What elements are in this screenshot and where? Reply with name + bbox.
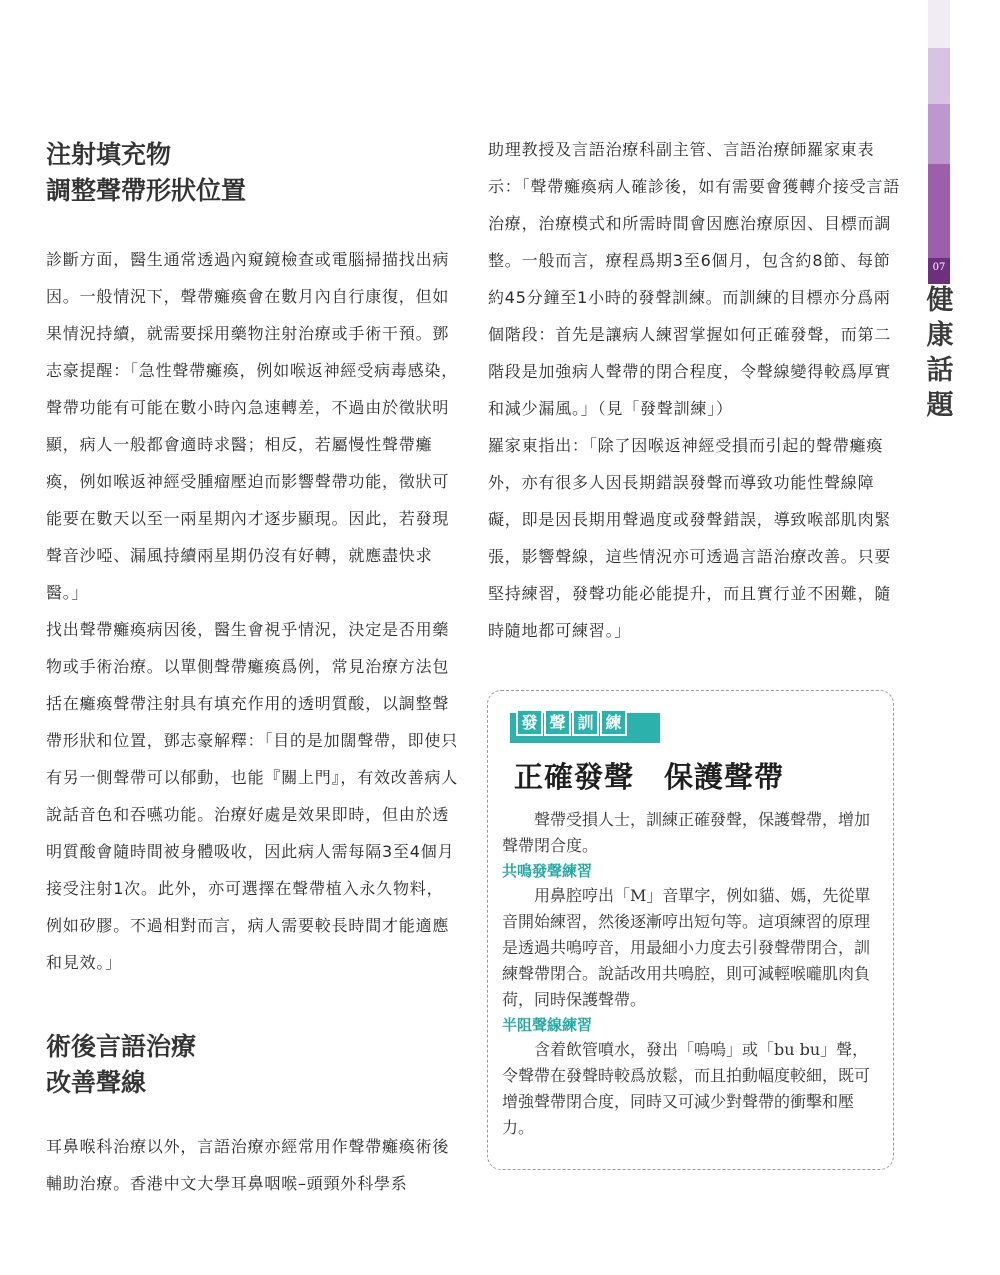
section-label [926, 283, 954, 423]
section-label-char: 題 [926, 390, 954, 421]
left-column [46, 137, 458, 1202]
heading-line: 注射填充物 [46, 140, 172, 169]
box-title: 正確發聲 保護聲帶 [514, 760, 785, 794]
heading-line: 改善聲線 [46, 1068, 147, 1097]
semi-occluded-text: 含着飲管噴水，發出「嗚嗚」或「bu bu」聲，令聲帶在發聲時較爲放鬆，而且拍動幅度較細，既可增強聲帶閉合度，同時又可減少對聲帶的衝擊和壓力。 [502, 1040, 871, 1137]
section-label-char: 康 [926, 320, 954, 351]
paragraph-functional-voice: 羅家東指出：「除了因喉返神經受損而引起的聲帶癱瘓外，亦有很多人因長期錯誤發聲而導致功能性聲線障礙，即是因長期用聲過度或發聲錯誤，導致喉部肌肉緊張，影響聲線，這些情況亦可透過言語治療改善。只要堅持練習，發聲功能必能提升，而且實行並不困難，隨時隨地都可練習。」 [488, 436, 892, 640]
tag-char: 發 [516, 709, 543, 736]
subheading-semi-occluded: 半阻聲線練習 [502, 1016, 593, 1034]
tag-char: 聲 [544, 709, 571, 736]
box-intro: 聲帶受損人士，訓練正確發聲，保護聲帶，增加聲帶閉合度。 [502, 810, 871, 855]
right-column [488, 137, 900, 649]
section-label-char: 話 [926, 355, 954, 386]
voice-training-box [487, 690, 894, 1170]
tag-char: 練 [600, 709, 627, 736]
section-heading-speech-therapy [46, 1029, 458, 1101]
box-body [502, 807, 878, 1141]
section-label-char [926, 283, 954, 423]
heading-line: 調整聲帶形狀位置 [46, 176, 247, 205]
tab-strip-2 [928, 48, 950, 104]
tag-char: 訓 [572, 709, 599, 736]
paragraph-therapist-quote: 助理教授及言語治療科副主管、言語治療師羅家東表示：「聲帶癱瘓病人確診後，如有需要會獲轉介接受言語治療，治療模式和所需時間會因應治療原因、目標而調整。一般而言，療程爲期3至6個月，包含約8節、每節約45分鐘至1小時的發聲訓練。而訓練的目標亦分爲兩個階段：首先是讓病人練習掌握如何正確發聲，而第二階段是加強病人聲帶的閉合程度，令聲線變得較爲厚實和減少漏風。」（見「發聲訓練」） [488, 140, 901, 418]
paragraph-speech-intro: 耳鼻喉科治療以外，言語治療亦經常用作聲帶癱瘓術後輔助治療。香港中文大學耳鼻咽喉–頭頸外科學系 [46, 1137, 450, 1193]
section-heading-injection [46, 137, 458, 209]
paragraph-diagnosis: 診斷方面，醫生通常透過內窺鏡檢查或電腦掃描找出病因。一般情況下，聲帶癱瘓會在數月內自行康復，但如果情況持續，就需要採用藥物注射治療或手術干預。鄧志豪提醒：「急性聲帶癱瘓，例如喉返神經受病毒感染，聲帶功能有可能在數小時內急速轉差，不過由於徵狀明顯，病人一般都會適時求醫；相反，若屬慢性聲帶癱瘓，例如喉返神經受腫瘤壓迫而影響聲帶功能，徵狀可能要在數天以至一兩星期內才逐步顯現。因此，若發現聲音沙啞、漏風持續兩星期仍沒有好轉，就應盡快求醫。」 [46, 250, 459, 602]
resonance-text: 用鼻腔哼出「M」音單字，例如貓、媽，先從單音開始練習，然後逐漸哼出短句等。這項練習的原理是透過共鳴哼音，用最細小力度去引發聲帶閉合，訓練聲帶閉合。說話改用共鳴腔，則可減輕喉嚨肌肉負荷，同時保護聲帶。 [502, 886, 871, 1009]
subheading-resonance: 共鳴發聲練習 [502, 862, 593, 880]
tab-strip-1 [928, 0, 950, 48]
tab-strip-4 [928, 164, 950, 258]
heading-line: 術後言語治療 [46, 1032, 197, 1061]
section-label-char: 健 [926, 285, 954, 316]
tab-strip-3 [928, 104, 950, 164]
page-number: 07 [932, 262, 946, 273]
tag-group [516, 709, 628, 736]
paragraph-treatment: 找出聲帶癱瘓病因後，醫生會視乎情況，決定是否用藥物或手術治療。以單側聲帶癱瘓爲例，常見治療方法包括在癱瘓聲帶注射具有填充作用的透明質酸，以調整聲帶形狀和位置，鄧志豪解釋：「目的是加闊聲帶，即使只有另一側聲帶可以郁動，也能『關上門』，有效改善病人說話音色和吞嚥功能。治療好處是效果即時，但由於透明質酸會隨時間被身體吸收，因此病人需每隔3至4個月接受注射1次。此外，亦可選擇在聲帶植入永久物料，例如矽膠。不過相對而言，病人需要較長時間才能適應和見效。」 [46, 620, 459, 972]
